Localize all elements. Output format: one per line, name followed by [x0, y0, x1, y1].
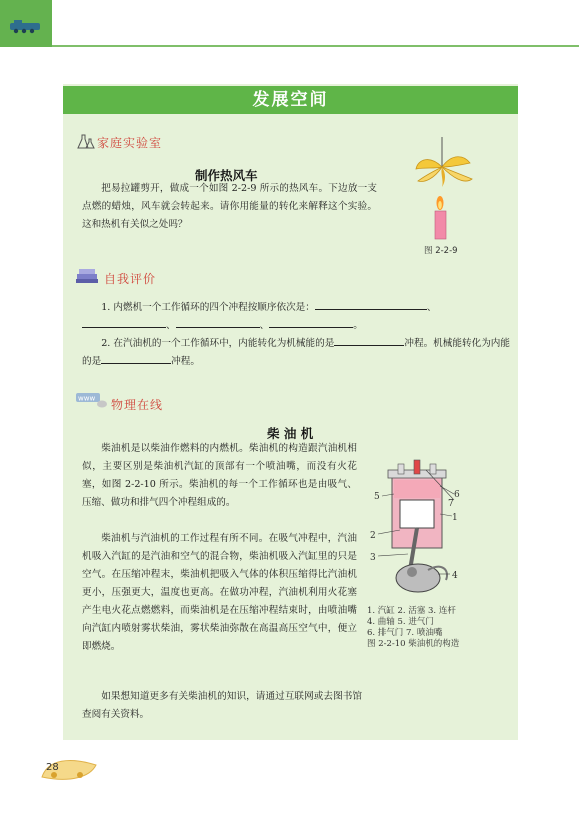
diagram-label-2: 2 [370, 531, 376, 541]
diagram-label-3: 3 [370, 553, 376, 563]
q1-blank-4[interactable] [269, 317, 353, 328]
legend-line-1: 1. 汽缸 2. 活塞 3. 连杆 [367, 606, 456, 616]
legend-line-3: 6. 排气门 7. 喷油嘴 [367, 628, 443, 638]
top-band [0, 0, 579, 46]
figure-2-2-10-caption: 图 2-2-10 柴油机的构造 [367, 639, 460, 649]
corner-tab [0, 0, 52, 47]
diagram-label-6: 6 [454, 490, 460, 500]
diesel-para-3: 如果想知道更多有关柴油机的知识，请通过互联网或去图书馆查阅有关资料。 [82, 691, 362, 720]
q1-blank-3[interactable] [176, 317, 260, 328]
q1-end: 。 [353, 320, 363, 331]
q2-text-a: 2. 在汽油机的一个工作循环中，内能转化为机械能的是 [101, 338, 335, 349]
diagram-legend [367, 606, 459, 650]
physics-online-label: 物理在线 [111, 398, 164, 412]
self-eval-q1-cont [82, 317, 510, 335]
diesel-engine-diagram [368, 458, 468, 604]
diesel-para-2: 柴油机与汽油机的工作过程有所不同。在吸气冲程中，汽油机吸入汽缸的是汽油和空气的混合物，柴油机吸入汽缸里的只是空气。在压缩冲程末，柴油机把吸入气体的体积压缩得比汽油机更小，压强更大，温度也更高。在做功冲程，汽油机利用火花塞产生电火花点燃燃料，而柴油机是在压缩冲程结束时，由喷油嘴向汽缸内喷射雾状柴油，雾状柴油弥散在高温高压空气中，便立即燃烧。 [82, 533, 357, 652]
q2-text-b: 冲程。机械能转化为内能的是 [82, 338, 511, 367]
self-eval-q2 [82, 335, 510, 371]
q1-sep-2: 、 [166, 320, 176, 331]
legend-line-2: 4. 曲轴 5. 进气门 [367, 617, 434, 627]
q2-blank-1[interactable] [334, 335, 404, 346]
home-lab-body: 把易拉罐剪开，做成一个如图 2-2-9 所示的热风车。下边放一支点燃的蜡烛，风车就会转起来。请你用能量的转化来解释这个实验。这和热机有关似之处吗？ [82, 183, 377, 230]
books-icon [75, 266, 99, 284]
pinwheel-candle-figure [412, 137, 476, 241]
figure-2-2-9-caption: 图 2-2-9 [424, 246, 458, 256]
q1-blank-2[interactable] [82, 317, 166, 328]
home-lab-title: 制作热风车 [195, 168, 258, 183]
q2-text-c: 冲程。 [171, 356, 200, 367]
www-globe-icon [75, 391, 109, 409]
train-icon [8, 18, 44, 34]
diesel-engine-title: 柴 油 机 [267, 426, 314, 441]
svg-text:www: www [78, 394, 96, 403]
self-eval-label: 自我评价 [104, 272, 157, 286]
diesel-para-1: 柴油机是以柴油作燃料的内燃机。柴油机的构造跟汽油机相似，主要区别是柴油机汽缸的顶部有一个喷油嘴，而没有火花塞，如图 2-2-10 所示。柴油机的每一个工作循环也是由吸气、压缩、做功和排气四个冲程组成的。 [82, 443, 357, 508]
panel-header [63, 86, 518, 114]
self-eval-q1 [82, 299, 510, 317]
diagram-label-7: 7 [448, 499, 454, 509]
home-lab-label: 家庭实验室 [97, 136, 163, 150]
q1-sep: 、 [426, 302, 437, 313]
diagram-label-4: 4 [452, 571, 458, 581]
page-number: 28 [46, 762, 59, 773]
q1-blank-1[interactable] [315, 299, 427, 310]
q1-text: 1. 内燃机一个工作循环的四个冲程按顺序依次是： [101, 302, 315, 313]
top-divider [52, 45, 579, 47]
diagram-label-5: 5 [374, 492, 380, 502]
flask-icon [75, 133, 95, 149]
diagram-label-1: 1 [452, 513, 458, 523]
q2-blank-2[interactable] [101, 353, 171, 364]
section-title: 发展空间 [252, 90, 329, 110]
q1-sep-3: 、 [259, 320, 270, 331]
